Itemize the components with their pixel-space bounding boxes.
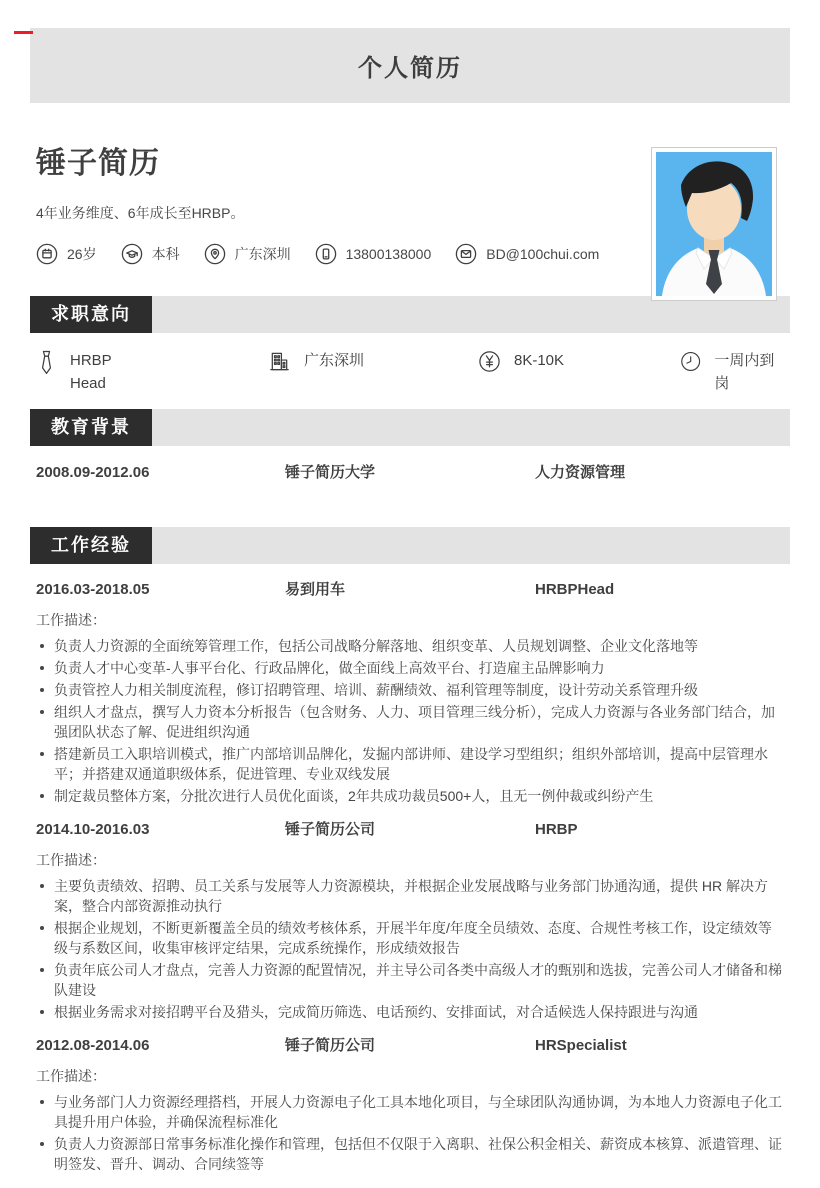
contact-location-label: 广东深圳 bbox=[234, 246, 291, 262]
contact-location bbox=[204, 243, 291, 265]
intention-salary bbox=[478, 349, 680, 395]
intention-city bbox=[268, 349, 478, 395]
job-company: 锤子简历公司 bbox=[285, 1037, 376, 1054]
job-description-label: 工作描述： bbox=[36, 1068, 106, 1084]
education-school: 锤子简历大学 bbox=[285, 464, 376, 481]
job-intention-row bbox=[36, 349, 784, 395]
intention-position-label: HRBP Head bbox=[70, 352, 112, 392]
job-bullet: 根据企业规划，不断更新覆盖全员的绩效考核体系，开展半年度/年度全员绩效、态度、合规性考核工作，设定绩效等级与系数区间，收集审核评定结果，完成系统操作，形成绩效报告 bbox=[36, 918, 784, 958]
red-accent-dash bbox=[14, 31, 33, 34]
document-header bbox=[30, 28, 790, 103]
candidate-name: 锤子简历 bbox=[36, 147, 160, 180]
phone-icon bbox=[315, 243, 337, 265]
education-period: 2008.09-2012.06 bbox=[36, 464, 150, 481]
section-experience-title: 工作经验 bbox=[30, 527, 152, 564]
job-description-label: 工作描述： bbox=[36, 852, 106, 868]
job-bullet: 负责人力资源部日常事务标准化操作和管理，包括但不仅限于入离职、社保公积金相关、薪资成本核算、派遣管理、证明签发、晋升、调动、合同续签等 bbox=[36, 1134, 784, 1174]
intention-position bbox=[36, 349, 268, 395]
job-bullet: 负责人力资源的全面统筹管理工作，包括公司战略分解落地、组织变革、人员规划调整、企业文化落地等 bbox=[36, 636, 784, 656]
job-bullet: 搭建新员工入职培训模式，推广内部培训品牌化，发掘内部讲师、建设学习型组织；组织外部培训，提高中层管理水平；并搭建双通道职级体系，促进管理、专业双线发展 bbox=[36, 744, 784, 784]
contact-phone-label: 13800138000 bbox=[345, 246, 432, 262]
job-entry-header bbox=[36, 1035, 784, 1056]
section-job-intention-bar bbox=[30, 296, 790, 333]
intention-city-label: 广东深圳 bbox=[304, 352, 365, 369]
job-company: 易到用车 bbox=[285, 581, 346, 598]
section-experience-bar bbox=[30, 527, 790, 564]
job-position: HRSpecialist bbox=[535, 1037, 627, 1054]
job-bullet: 与业务部门人力资源经理搭档，开展人力资源电子化工具本地化项目，与全球团队沟通协调，为本地人力资源电子化工具提升用户体验，并确保流程标准化 bbox=[36, 1092, 784, 1132]
job-bullet: 制定裁员整体方案，分批次进行人员优化面谈，2年共成功裁员500+人，且无一例仲裁或纠纷产生 bbox=[36, 786, 784, 806]
mail-icon bbox=[455, 243, 477, 265]
job-bullet-list bbox=[36, 636, 784, 806]
graduation-icon bbox=[121, 243, 143, 265]
job-bullet: 根据业务需求对接招聘平台及猎头，完成简历筛选、电话预约、安排面试，对合适候选人保持跟进与沟通 bbox=[36, 1002, 784, 1022]
salary-icon bbox=[478, 350, 501, 373]
job-entry-header bbox=[36, 579, 784, 600]
job-bullet: 组织人才盘点，撰写人力资本分析报告（包含财务、人力、项目管理三线分析），完成人力资源与各业务部门结合，加强团队状态了解、促进组织沟通 bbox=[36, 702, 784, 742]
candidate-photo bbox=[651, 147, 777, 301]
building-icon bbox=[268, 350, 291, 373]
tie-icon bbox=[36, 350, 57, 375]
job-period: 2016.03-2018.05 bbox=[36, 581, 150, 598]
job-position: HRBPHead bbox=[535, 581, 615, 598]
contact-phone bbox=[315, 243, 432, 265]
job-bullet-list bbox=[36, 876, 784, 1022]
intention-availability-label: 一周内到岗 bbox=[714, 352, 775, 392]
contact-age bbox=[36, 243, 97, 265]
intention-availability bbox=[680, 349, 784, 395]
job-description-label: 工作描述： bbox=[36, 612, 106, 628]
job-bullet: 负责人才中心变革-人事平台化、行政品牌化，做全面线上高效平台、打造雇主品牌影响力 bbox=[36, 658, 784, 678]
intention-salary-label: 8K-10K bbox=[514, 352, 565, 369]
job-bullet: 负责年底公司人才盘点，完善人力资源的配置情况，并主导公司各类中高级人才的甄别和选拔，完善公司人才储备和梯队建设 bbox=[36, 960, 784, 1000]
job-entry-header bbox=[36, 819, 784, 840]
candidate-summary: 4年业务维度、6年成长至HRBP。 bbox=[36, 205, 245, 221]
job-period: 2012.08-2014.06 bbox=[36, 1037, 150, 1054]
clock-icon bbox=[680, 350, 701, 373]
contact-email-label: BD@100chui.com bbox=[486, 246, 600, 262]
education-major: 人力资源管理 bbox=[535, 464, 626, 481]
contact-email bbox=[455, 243, 599, 265]
page-title: 个人简历 bbox=[358, 55, 462, 82]
section-job-intention-title: 求职意向 bbox=[30, 296, 152, 333]
avatar bbox=[656, 152, 772, 296]
job-period: 2014.10-2016.03 bbox=[36, 821, 150, 838]
education-entry bbox=[36, 462, 784, 483]
calendar-icon bbox=[36, 243, 58, 265]
job-position: HRBP bbox=[535, 821, 578, 838]
location-icon bbox=[204, 243, 226, 265]
contact-age-label: 26岁 bbox=[67, 246, 97, 262]
contact-degree-label: 本科 bbox=[151, 246, 180, 262]
job-bullet-list bbox=[36, 1092, 784, 1174]
job-bullet: 主要负责绩效、招聘、员工关系与发展等人力资源模块，并根据企业发展战略与业务部门协通沟通，提供 HR 解决方案，整合内部资源推动执行 bbox=[36, 876, 784, 916]
contact-degree bbox=[121, 243, 180, 265]
job-bullet: 负责管控人力相关制度流程，修订招聘管理、培训、薪酬绩效、福利管理等制度，设计劳动关系管理升级 bbox=[36, 680, 784, 700]
section-education-title: 教育背景 bbox=[30, 409, 152, 446]
section-education-bar bbox=[30, 409, 790, 446]
job-company: 锤子简历公司 bbox=[285, 821, 376, 838]
